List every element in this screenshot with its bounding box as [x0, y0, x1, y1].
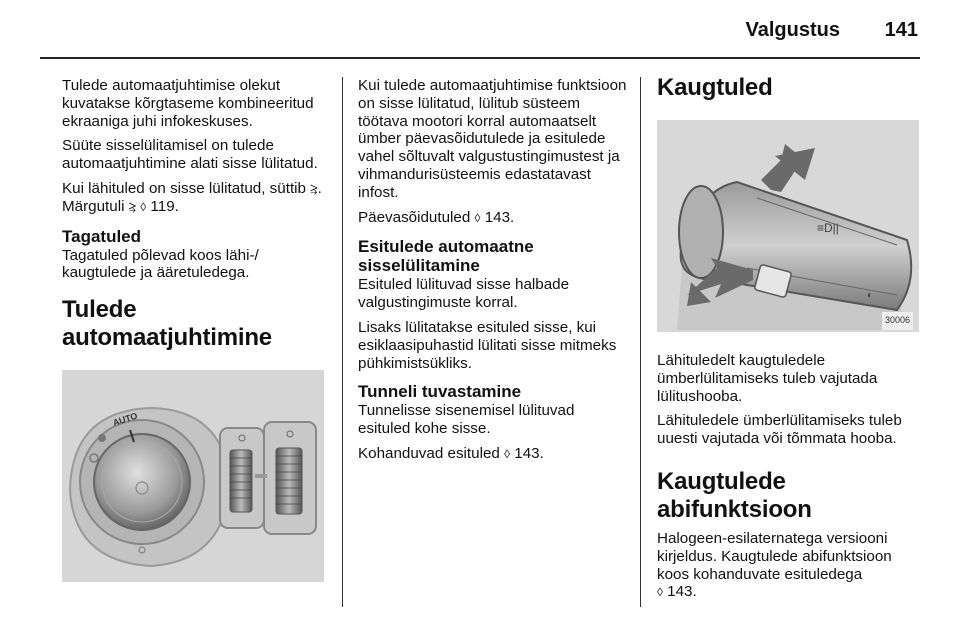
paragraph — [657, 583, 927, 602]
page-header — [40, 0, 920, 60]
column-1 — [62, 77, 332, 582]
page-reference-icon: ◊ — [504, 446, 511, 461]
section-heading-high-beam-assist: Kaugtulede abifunktsioon — [657, 467, 812, 523]
section-heading-tunnel: Tunneli tuvastamine — [358, 382, 522, 402]
paragraph — [62, 180, 332, 217]
text-run: Päevasõidutuled — [358, 208, 475, 226]
paragraph: Lisaks lülitatakse esituled sisse, kui esiklaasipuhastid lülitati sisse mitmeks pühkimistsükliks. — [358, 318, 617, 372]
section-heading-auto-lights: Tulede automaatjuhtimine — [62, 296, 272, 352]
paragraph — [358, 445, 628, 464]
paragraph — [358, 209, 628, 228]
light-switch-panel-image — [62, 370, 324, 582]
page-reference-icon: ◊ — [657, 585, 663, 600]
paragraph: Tunnelisse sisenemisel lülituvad esituled kohe sisse. — [358, 402, 575, 438]
text-run: Kohanduvad esituled — [358, 444, 505, 462]
indicator-stalk-image — [657, 120, 919, 332]
paragraph: Tagatuled põlevad koos lähi-/ kaugtulede ja ääretuledega. — [62, 246, 259, 282]
column-2 — [358, 77, 628, 471]
text-run: 143. — [662, 583, 697, 601]
text-run: Kui lähituled on sisse lülitatud, süttib — [62, 179, 311, 197]
column-3 — [657, 74, 927, 609]
text-run: . Märgutuli — [62, 179, 322, 215]
text-run: 143. — [480, 208, 515, 226]
paragraph: Süüte sisselülitamisel on tulede automaatjuhtimine alati sisse lülitatud. — [62, 137, 318, 173]
low-beam-indicator-icon: ⥸ — [310, 180, 318, 196]
paragraph: Esituled lülituvad sisse halbade valgustingimuste korral. — [358, 276, 570, 312]
text-run: 119. — [146, 197, 179, 215]
light-switch-illustration — [62, 370, 324, 582]
page-number: 141 — [884, 19, 918, 41]
low-beam-indicator-icon: ⥸ — [128, 198, 137, 214]
figure-code: 30006 — [882, 312, 913, 330]
column-divider-2 — [640, 77, 641, 607]
paragraph: Kui tulede automaatjuhtimise funktsioon on sisse lülitatud, lülitub süsteem töötava mootori korral automaatselt ümber päevasõidutulede ja esitulede vahel sõltuvalt valgustustingimustest ja vihmandurisüsteemis edastatavast infost. — [358, 77, 627, 201]
text-run: 143. — [510, 444, 544, 462]
header-rule — [40, 57, 920, 59]
header-title: Valgustus — [745, 19, 840, 41]
text-run: Halogeen-esilaternatega versiooni kirjeldus. Kaugtulede abifunktsioon koos kohanduvate esituledega — [657, 529, 892, 583]
paragraph: Tulede automaatjuhtimise olekut kuvatakse kõrgtaseme kombineeritud ekraaniga juhi infokeskuses. — [62, 77, 314, 130]
paragraph — [657, 530, 927, 583]
column-divider-1 — [342, 77, 343, 607]
svg-text:◐: ◐ — [867, 290, 874, 301]
section-heading-tagatuled: Tagatuled — [62, 226, 142, 246]
svg-text:≡D||: ≡D|| — [817, 221, 839, 235]
section-heading-high-beam: Kaugtuled — [657, 74, 773, 101]
paragraph: Lähituledelt kaugtuledele ümberlülitamiseks tuleb vajutada lülitushooba. — [657, 352, 878, 405]
section-heading-auto-headlights: Esitulede automaatne sisselülitamine — [358, 237, 534, 276]
auto-label: AUTO — [111, 410, 139, 429]
page-reference-icon: ◊ — [474, 210, 481, 225]
stalk-illustration — [657, 120, 919, 332]
paragraph: Lähituledele ümberlülitamiseks tuleb uuesti vajutada või tõmmata hooba. — [657, 412, 902, 448]
page-reference-icon: ◊ — [140, 199, 147, 214]
